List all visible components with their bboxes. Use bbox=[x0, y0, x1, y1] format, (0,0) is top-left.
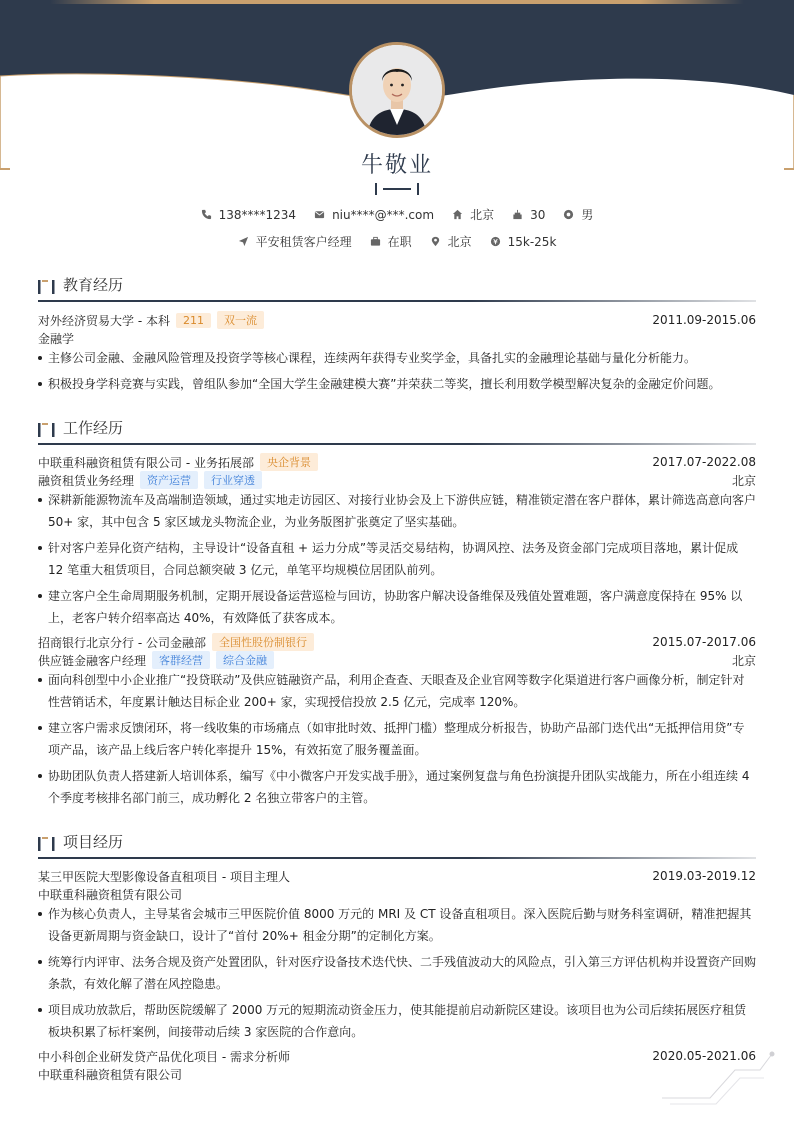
work-bullet: 建立客户需求反馈闭环，将一线收集的市场痛点（如审批时效、抵押门槛）整理成分析报告，协助产品部门迭代出“无抵押信用贷”专项产品，该产品上线后客户转化率提升 15%，有效拓宽了服务覆盖面。 bbox=[38, 717, 756, 761]
position-tag: 行业穿透 bbox=[204, 471, 262, 489]
status-text: 在职 bbox=[387, 235, 412, 249]
salary-info bbox=[490, 235, 557, 249]
project-org: 中联重科融资租赁有限公司 bbox=[38, 1067, 183, 1082]
section-marker-icon bbox=[38, 423, 56, 437]
school-name: 对外经济贸易大学 - 本科 bbox=[38, 313, 170, 328]
education-date: 2011.09-2015.06 bbox=[652, 313, 756, 327]
company-tag: 全国性股份制银行 bbox=[212, 633, 314, 651]
email-text: niu****@***.com bbox=[332, 207, 435, 222]
education-major-row bbox=[38, 329, 756, 347]
target-title-text: 平安租赁客户经理 bbox=[255, 235, 352, 249]
project-entry-header bbox=[38, 867, 756, 885]
location-icon bbox=[430, 236, 441, 247]
work-bullet: 深耕新能源物流车及高端制造领域，通过实地走访园区、对接行业协会及上下游供应链，精准锁定潜在客户群体，累计筛选高意向客户 50+ 家，其中包含 5 家区域龙头物流企业，为业务版图扩张奠定了坚实基础。 bbox=[38, 489, 756, 533]
section-divider bbox=[38, 443, 756, 445]
work-position-row bbox=[38, 471, 756, 489]
email-info bbox=[314, 208, 434, 222]
position-name: 供应链金融客户经理 bbox=[38, 653, 147, 668]
city-text: 北京 bbox=[470, 208, 495, 222]
send-icon bbox=[238, 236, 249, 247]
salary-text: 15k-25k bbox=[507, 234, 557, 249]
section-projects bbox=[38, 831, 756, 857]
section-divider bbox=[38, 300, 756, 302]
work-entry-header bbox=[38, 633, 756, 651]
project-org-row bbox=[38, 885, 756, 903]
target-city-info bbox=[430, 233, 472, 250]
avatar-portrait bbox=[352, 45, 442, 135]
project-org: 中联重科融资租赁有限公司 bbox=[38, 887, 183, 902]
city-info bbox=[452, 206, 494, 223]
section-divider bbox=[38, 857, 756, 859]
company-name: 招商银行北京分行 - 公司金融部 bbox=[38, 635, 206, 650]
phone-info bbox=[201, 208, 296, 222]
company-tag: 央企背景 bbox=[260, 453, 318, 471]
status-info bbox=[370, 233, 412, 250]
name-underline-ornament bbox=[375, 183, 419, 195]
work-bullet: 建立客户全生命周期服务机制，定期开展设备运营巡检与回访，协助客户解决设备维保及残值处置难题，客户满意度保持在 95% 以上，老客户转介绍率高达 40%，有效降低了获客成本。 bbox=[38, 585, 756, 629]
project-entry-header bbox=[38, 1047, 756, 1065]
school-tag: 211 bbox=[176, 313, 211, 328]
position-tag: 资产运营 bbox=[140, 471, 198, 489]
project-name: 中小科创企业研发贷产品优化项目 - 需求分析师 bbox=[38, 1049, 290, 1064]
section-work bbox=[38, 417, 756, 443]
corner-line-ornament bbox=[660, 1048, 780, 1108]
education-entry-header bbox=[38, 311, 756, 329]
company-name: 中联重科融资租赁有限公司 - 业务拓展部 bbox=[38, 455, 254, 470]
target-title-info bbox=[238, 233, 352, 250]
gender-text: 男 bbox=[581, 208, 594, 222]
header-gold-rule bbox=[50, 0, 744, 4]
school-tag: 双一流 bbox=[217, 311, 264, 329]
job-intent-row bbox=[0, 233, 794, 250]
work-bullet: 协助团队负责人搭建新人培训体系，编写《中小微客户开发实战手册》，通过案例复盘与角色扮演提升团队实战能力，所在小组连续 4 个季度考核排名部门前三，成功孵化 2 名独立带客户的主管。 bbox=[38, 765, 756, 809]
section-title-work: 工作经历 bbox=[63, 419, 124, 437]
candidate-name: 牛敬业 bbox=[360, 153, 433, 178]
position-tag: 客群经营 bbox=[152, 651, 210, 669]
gender-info bbox=[563, 206, 593, 223]
position-tag: 综合金融 bbox=[216, 651, 274, 669]
target-city-text: 北京 bbox=[447, 235, 472, 249]
cake-icon bbox=[512, 209, 523, 220]
project-bullet: 作为核心负责人，主导某省会城市三甲医院价值 8000 万元的 MRI 及 CT 设备直租项目。深入医院后勤与财务科室调研，精准把握其设备更新周期与资金缺口，设计了“首付 20%+ 租金分期”的定制化方案。 bbox=[38, 903, 756, 947]
work-city: 北京 bbox=[731, 653, 756, 668]
section-title-projects: 项目经历 bbox=[63, 833, 124, 851]
home-icon bbox=[452, 209, 463, 220]
salary-icon bbox=[490, 236, 501, 247]
phone-icon bbox=[201, 209, 212, 220]
work-bullet: 面向科创型中小企业推广“投贷联动”及供应链融资产品，利用企查查、天眼查及企业官网等数字化渠道进行客户画像分析，制定针对性营销话术，年度累计触达目标企业 200+ 家，实现授信投放 2.5 亿元，完成率 120%。 bbox=[38, 669, 756, 713]
age-text: 30 bbox=[530, 207, 546, 222]
briefcase-icon bbox=[370, 236, 381, 247]
avatar bbox=[349, 42, 445, 138]
section-education bbox=[38, 274, 756, 300]
work-position-row bbox=[38, 651, 756, 669]
work-bullet: 针对客户差异化资产结构，主导设计“设备直租 + 运力分成”等灵活交易结构，协调风控、法务及资金部门完成项目落地，累计促成 12 笔重大租赁项目，合同总额突破 3 亿元，单笔平均规模位居团队前列。 bbox=[38, 537, 756, 581]
project-org-row bbox=[38, 1065, 756, 1083]
work-entry-header bbox=[38, 453, 756, 471]
project-name: 某三甲医院大型影像设备直租项目 - 项目主理人 bbox=[38, 869, 290, 884]
project-date: 2020.05-2021.06 bbox=[652, 1049, 756, 1063]
mail-icon bbox=[314, 209, 325, 220]
contact-info-row bbox=[0, 206, 794, 223]
section-title-education: 教育经历 bbox=[63, 276, 124, 294]
gender-icon bbox=[563, 209, 574, 220]
project-bullet: 统筹行内评审、法务合规及资产处置团队，针对医疗设备技术迭代快、二手残值波动大的风险点，引入第三方评估机构并设置资产回购条款，有效化解了潜在风控隐患。 bbox=[38, 951, 756, 995]
section-marker-icon bbox=[38, 837, 56, 851]
project-bullet: 项目成功放款后，帮助医院缓解了 2000 万元的短期流动资金压力，使其能提前启动新院区建设。该项目也为公司后续拓展医疗租赁板块积累了标杆案例，间接带动后续 3 家医院的合作意向。 bbox=[38, 999, 756, 1043]
work-date: 2017.07-2022.08 bbox=[652, 455, 756, 469]
phone-text: 138****1234 bbox=[218, 207, 297, 222]
position-name: 融资租赁业务经理 bbox=[38, 473, 135, 488]
section-marker-icon bbox=[38, 280, 56, 294]
work-date: 2015.07-2017.06 bbox=[652, 635, 756, 649]
work-city: 北京 bbox=[731, 473, 756, 488]
project-date: 2019.03-2019.12 bbox=[652, 869, 756, 883]
education-bullet: 主修公司金融、金融风险管理及投资学等核心课程，连续两年获得专业奖学金，具备扎实的金融理论基础与量化分析能力。 bbox=[38, 347, 756, 369]
major-name: 金融学 bbox=[38, 331, 75, 346]
education-bullet: 积极投身学科竞赛与实践，曾组队参加“全国大学生金融建模大赛”并荣获二等奖，擅长利用数学模型解决复杂的金融定价问题。 bbox=[38, 373, 756, 395]
age-info bbox=[512, 208, 545, 222]
